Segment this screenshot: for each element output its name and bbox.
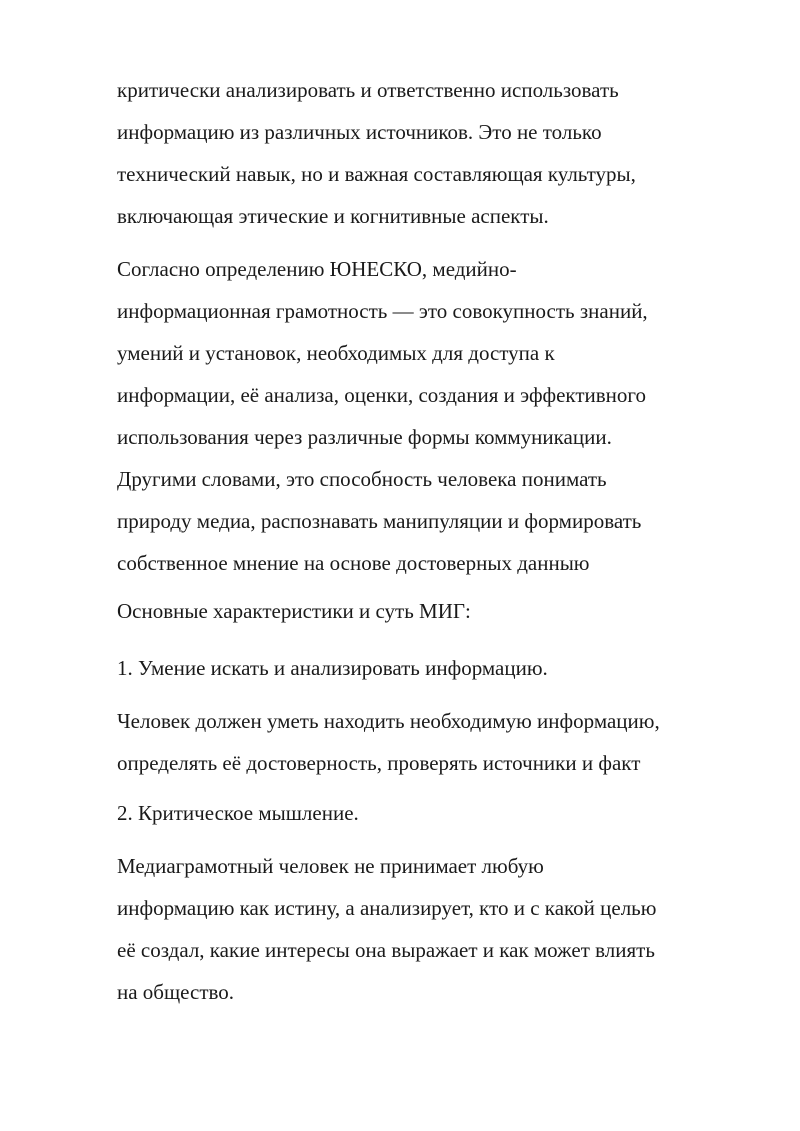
item-1-heading bbox=[117, 647, 757, 689]
paragraph-unesco-definition bbox=[117, 248, 757, 584]
text-line: информационная грамотность — это совокупность знаний, bbox=[117, 299, 648, 323]
text-line: информацию как истину, а анализирует, кто и с какой целью bbox=[117, 896, 657, 920]
text-line: включающая этические и когнитивные аспекты. bbox=[117, 204, 549, 228]
text-line: Согласно определению ЮНЕСКО, медийно- bbox=[117, 257, 517, 281]
text-line: информации, её анализа, оценки, создания и эффективного bbox=[117, 383, 646, 407]
text-line: её создал, какие интересы она выражает и как может влиять bbox=[117, 938, 655, 962]
paragraph-intro-continuation bbox=[117, 69, 757, 237]
item-1-body bbox=[117, 700, 757, 784]
text-line: Другими словами, это способность человека понимать bbox=[117, 467, 607, 491]
characteristics-heading bbox=[117, 590, 757, 632]
text-line: 2. Критическое мышление. bbox=[117, 801, 359, 825]
text-line: умений и установок, необходимых для доступа к bbox=[117, 341, 555, 365]
text-line: использования через различные формы коммуникации. bbox=[117, 425, 612, 449]
text-line: на общество. bbox=[117, 980, 235, 1004]
text-line: технический навык, но и важная составляющая культуры, bbox=[117, 162, 636, 186]
text-line: 1. Умение искать и анализировать информацию. bbox=[117, 656, 548, 680]
item-2-heading bbox=[117, 792, 757, 834]
text-line: природу медиа, распознавать манипуляции и формировать bbox=[117, 509, 642, 533]
text-line: Основные характеристики и суть МИГ: bbox=[117, 599, 471, 623]
text-line: критически анализировать и ответственно использовать bbox=[117, 78, 619, 102]
item-2-body bbox=[117, 845, 757, 1013]
text-line: Медиаграмотный человек не принимает любую bbox=[117, 854, 544, 878]
text-line: Человек должен уметь находить необходимую информацию, bbox=[117, 709, 660, 733]
text-line: определять её достоверность, проверять источники и факт bbox=[117, 751, 641, 775]
text-line: собственное мнение на основе достоверных данныю bbox=[117, 551, 590, 575]
text-line: информацию из различных источников. Это не только bbox=[117, 120, 602, 144]
